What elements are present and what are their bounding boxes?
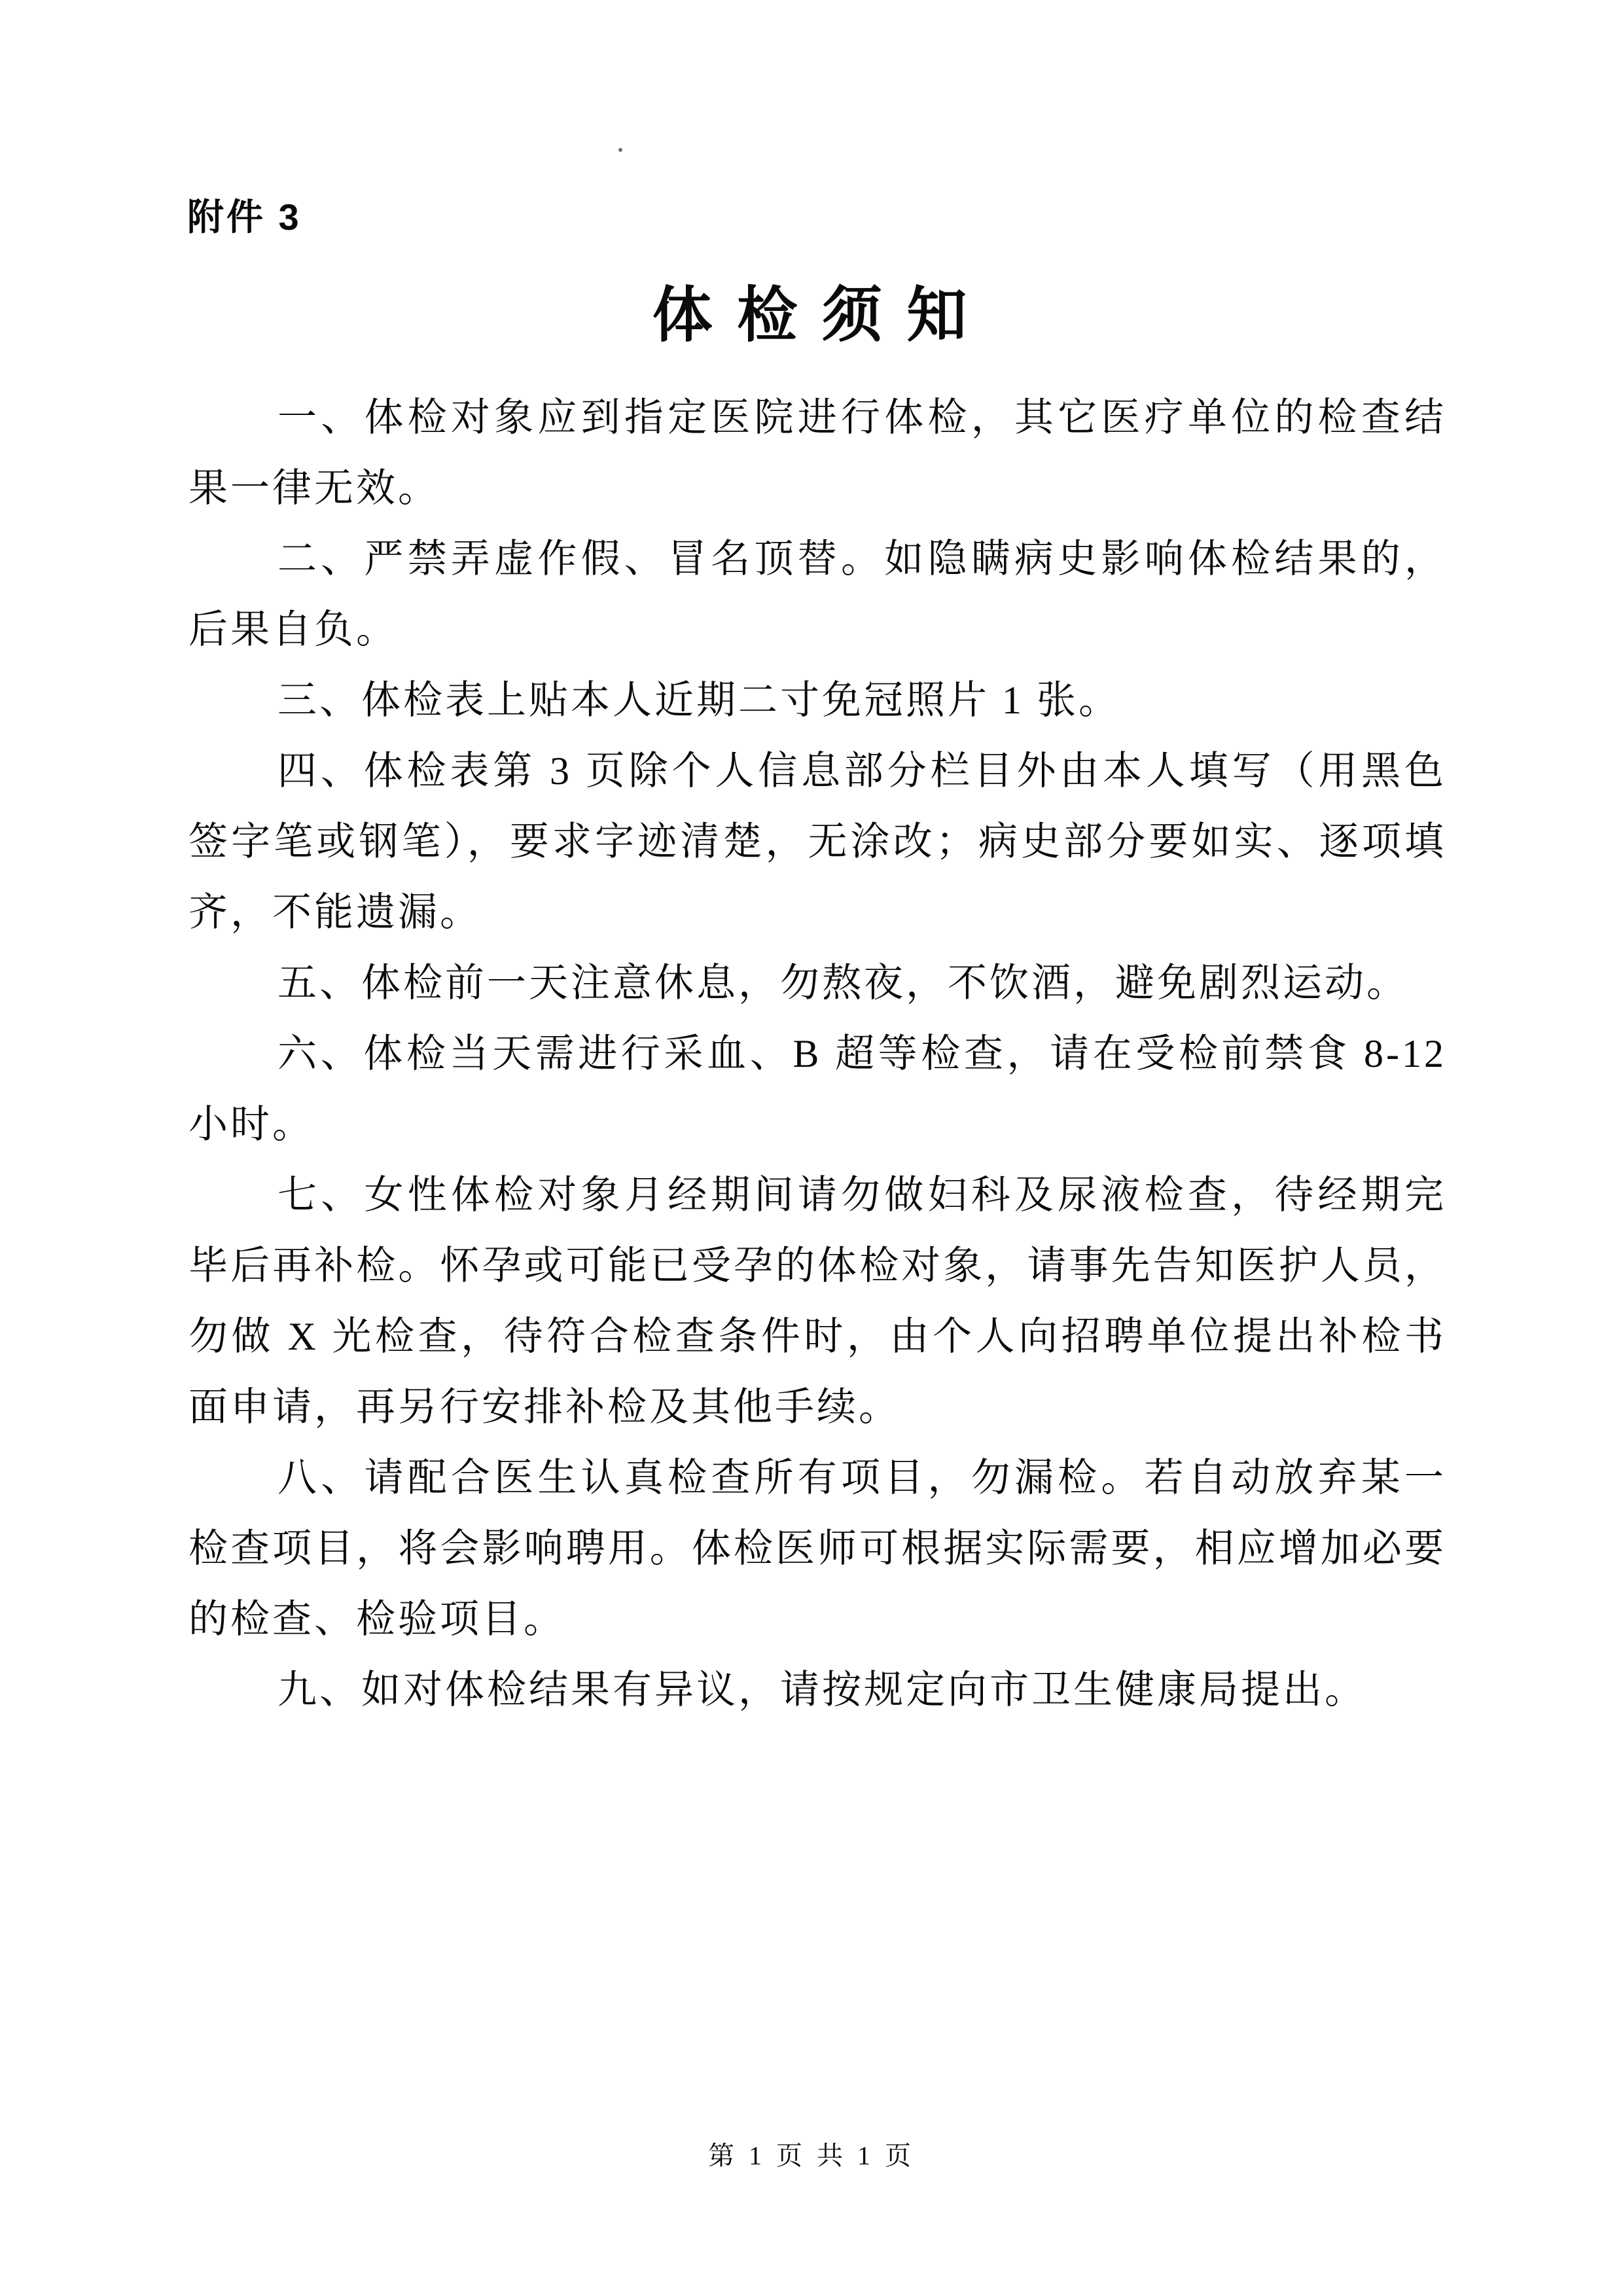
scan-artifact-dot [618,148,622,152]
notice-paragraph: 二、严禁弄虚作假、冒名顶替。如隐瞒病史影响体检结果的，后果自负。 [188,537,1446,651]
notice-paragraph: 三、体检表上贴本人近期二寸免冠照片 1 张。 [277,679,1120,722]
notice-paragraph: 一、体检对象应到指定医院进行体检，其它医疗单位的检查结果一律无效。 [188,396,1446,510]
attachment-label: 附件 3 [187,196,302,238]
notice-body [188,382,1446,1725]
notice-paragraph: 五、体检前一天注意休息，勿熬夜，不饮酒，避免剧烈运动。 [277,961,1408,1005]
notice-paragraph: 八、请配合医生认真检查所有项目，勿漏检。若自动放弃某一检查项目，将会影响聘用。体检医师可根据实际需要，相应增加必要的检查、检验项目。 [188,1456,1446,1641]
document-title: 体 检 须 知 [652,282,971,349]
page-footer: 第 1 页 共 1 页 [708,2141,915,2170]
notice-paragraph: 四、体检表第 3 页除个人信息部分栏目外由本人填写（用黑色签字笔或钢笔），要求字迹清楚，无涂改；病史部分要如实、逐项填齐，不能遗漏。 [188,749,1446,934]
notice-paragraph: 六、体检当天需进行采血、B 超等检查，请在受检前禁食 8-12 小时。 [188,1032,1446,1146]
notice-paragraph: 七、女性体检对象月经期间请勿做妇科及尿液检查，待经期完毕后再补检。怀孕或可能已受孕的体检对象，请事先告知医护人员，勿做 X 光检查，待符合检查条件时，由个人向招聘单位提出补检书面申请，再另行安排补检及其他手续。 [188,1174,1446,1429]
notice-paragraph: 九、如对体检结果有异议，请按规定向市卫生健康局提出。 [277,1668,1366,1712]
